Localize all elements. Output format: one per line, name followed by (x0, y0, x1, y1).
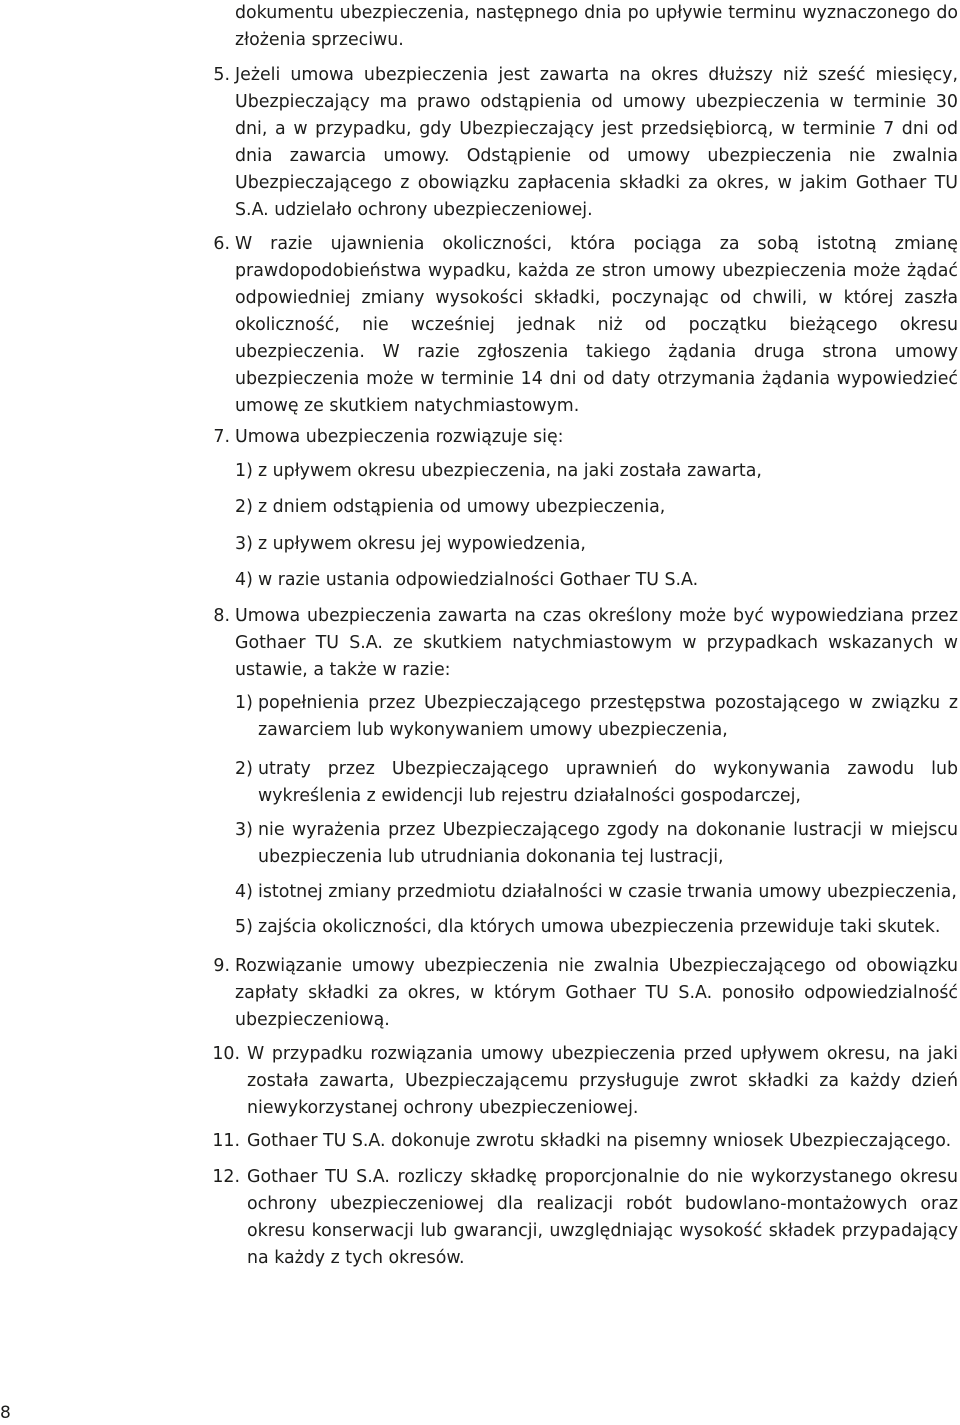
point-8-item-2-number: 2) (235, 759, 253, 779)
point-11-text: Gothaer TU S.A. dokonuje zwrotu składki na pisemny wniosek Ubezpieczającego. (247, 1131, 952, 1151)
point-7-item-4-number: 4) (235, 570, 253, 590)
point-8-item-4-number: 4) (235, 882, 253, 902)
point-10-text: W przypadku rozwiązania umowy ubezpieczenia przed upływem okresu, na jaki została zawarta, Ubezpieczającemu przysługuje zwrot składki za każdy dzień niewykorzystanej ochrony ubezpieczeniowej. (247, 1044, 958, 1118)
point-8-number: 8. (213, 606, 230, 626)
point-6-number: 6. (213, 234, 230, 254)
point-7-item-1-number: 1) (235, 461, 253, 481)
point-8-item-1-text: popełnienia przez Ubezpieczającego przestępstwa pozostającego w związku z zawarciem lub wykonywaniem umowy ubezpieczenia, (258, 693, 958, 740)
point-8-item-2-text: utraty przez Ubezpieczającego uprawnień do wykonywania zawodu lub wykreślenia z ewidencji lub rejestru działalności gospodarczej, (258, 759, 958, 806)
point-8-item-5-number: 5) (235, 917, 253, 937)
point-8-item-3-text: nie wyrażenia przez Ubezpieczającego zgody na dokonanie lustracji w miejscu ubezpieczenia lub utrudniania dokonania tej lustracji, (258, 820, 958, 867)
point-5-text: Jeżeli umowa ubezpieczenia jest zawarta na okres dłuższy niż sześć miesięcy, Ubezpieczający ma prawo odstąpienia od umowy ubezpieczenia w terminie 30 dni, a w przypadku, gdy Ubezpieczający jest przedsiębiorcą, w terminie 7 dni od dnia zawarcia umowy. Odstąpienie od umowy ubezpieczenia nie zwalnia Ubezpieczającego z obowiązku zapłacenia składki za okres, w jakim Gothaer TU S.A. udzielało ochrony ubezpieczeniowej. (235, 65, 958, 220)
point-7-item-3-number: 3) (235, 534, 253, 554)
point-8-text: Umowa ubezpieczenia zawarta na czas określony może być wypowiedziana przez Gothaer TU S.A. ze skutkiem natychmiastowym w przypadkach wskazanych w ustawie, a także w razie: (235, 606, 958, 680)
page-number: 8 (0, 1403, 11, 1423)
point-8-item-5-text: zajścia okoliczności, dla których umowa ubezpieczenia przewiduje taki skutek. (258, 917, 941, 937)
point-7-text: Umowa ubezpieczenia rozwiązuje się: (235, 427, 564, 447)
point-7-number: 7. (213, 427, 230, 447)
point-11-number: 11. (212, 1131, 240, 1151)
point-8-item-3-number: 3) (235, 820, 253, 840)
point-6-text: W razie ujawnienia okoliczności, która pociąga za sobą istotną zmianę prawdopodobieństwa wypadku, każda ze stron umowy ubezpieczenia może żądać odpowiedniej zmiany wysokości składki, poczynając od chwili, w której zaszła okoliczność, nie wcześniej jednak niż od początku bieżącego okresu ubezpieczenia. W razie zgłoszenia takiego żądania druga strona umowy ubezpieczenia może w terminie 14 dni od daty otrzymania żądania wypowiedzieć umowę ze skutkiem natychmiastowym. (235, 234, 958, 416)
point-9-number: 9. (213, 956, 230, 976)
point-12-text: Gothaer TU S.A. rozliczy składkę proporcjonalnie do nie wykorzystanego okresu ochrony ubezpieczeniowej dla realizacji robót budowlano-montażowych oraz okresu konserwacji lub gwarancji, uwzględniając wysokość składek przypadający na każdy z tych okresów. (247, 1167, 958, 1268)
point-7-item-2-number: 2) (235, 497, 253, 517)
point-7-item-4-text: w razie ustania odpowiedzialności Gothaer TU S.A. (258, 570, 699, 590)
point-7-item-3-text: z upływem okresu jej wypowiedzenia, (258, 534, 586, 554)
point-5-number: 5. (213, 65, 230, 85)
point-8-item-1-number: 1) (235, 693, 253, 713)
point-9-text: Rozwiązanie umowy ubezpieczenia nie zwalnia Ubezpieczającego od obowiązku zapłaty składki za okres, w którym Gothaer TU S.A. ponosiło odpowiedzialność ubezpieczeniową. (235, 956, 958, 1030)
point-12-number: 12. (212, 1167, 240, 1187)
point-10-number: 10. (212, 1044, 240, 1064)
point-8-item-4-text: istotnej zmiany przedmiotu działalności w czasie trwania umowy ubezpieczenia, (258, 882, 957, 902)
point-7-item-2-text: z dniem odstąpienia od umowy ubezpieczenia, (258, 497, 666, 517)
intro-paragraph: dokumentu ubezpieczenia, następnego dnia po upływie terminu wyznaczonego do złożenia sprzeciwu. (235, 3, 958, 50)
point-7-item-1-text: z upływem okresu ubezpieczenia, na jaki została zawarta, (258, 461, 762, 481)
